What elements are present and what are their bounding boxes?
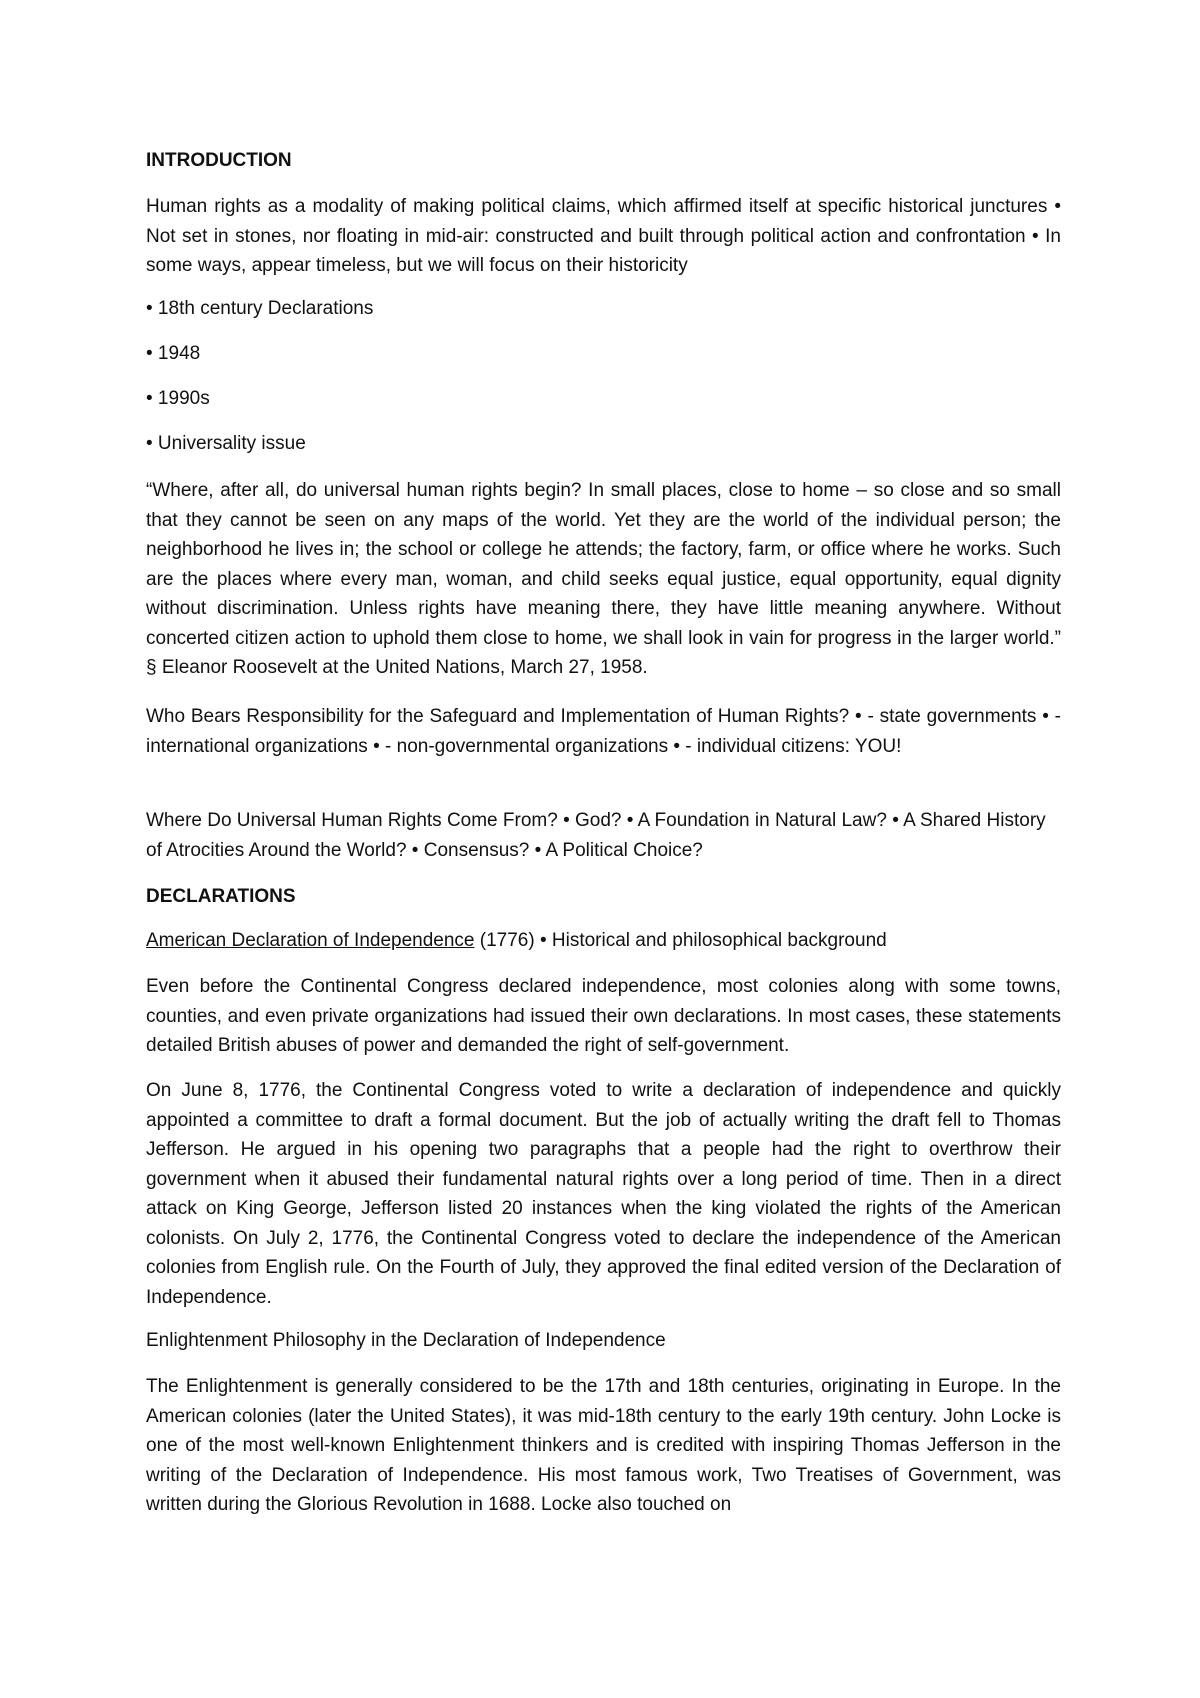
bullet-item: • 1948 <box>146 343 201 364</box>
declarations-paragraph-2: On June 8, 1776, the Continental Congress voted to write a declaration of independence and quickly appointed a committee to draft a formal document. But the job of actually writing the draft fell to Thomas Jefferson. He argued in his opening two paragraphs that a people had the right to overthrow their government when it abused their fundamental natural rights over a long period of time. Then in a direct attack on King George, Jefferson listed 20 instances when the king violated the rights of the American colonists. On July 2, 1776, the Continental Congress voted to declare the independence of the American colonies from English rule. On the Fourth of July, they approved the final edited version of the Declaration of Independence. <box>146 1080 1061 1308</box>
declaration-subheading <box>146 926 1061 956</box>
enlightenment-paragraph: The Enlightenment is generally considered to be the 17th and 18th centuries, originating in Europe. In the American colonies (later the United States), it was mid-18th century to the early 19th century. John Locke is one of the most well-known Enlightenment thinkers and is credited with inspiring Thomas Jefferson in the writing of the Declaration of Independence. His most famous work, Two Treatises of Government, was written during the Glorious Revolution in 1688. Locke also touched on <box>146 1376 1061 1515</box>
responsibility-paragraph: Who Bears Responsibility for the Safeguard and Implementation of Human Rights? • - state governments • - international organizations • - non-governmental organizations • - individual citizens: YOU! <box>146 706 1061 757</box>
intro-heading: INTRODUCTION <box>146 150 292 171</box>
declaration-subheading-rest: (1776) • Historical and philosophical background <box>474 930 887 951</box>
declarations-heading: DECLARATIONS <box>146 886 296 907</box>
bullet-item: • 18th century Declarations <box>146 298 374 319</box>
bullet-item: • 1990s <box>146 388 210 409</box>
origins-paragraph: Where Do Universal Human Rights Come From? • God? • A Foundation in Natural Law? • A Shared History of Atrocities Around the World? • Consensus? • A Political Choice? <box>146 810 1046 861</box>
declaration-link[interactable]: American Declaration of Independence <box>146 930 475 951</box>
roosevelt-quote: “Where, after all, do universal human rights begin? In small places, close to home – so close and so small that they cannot be seen on any maps of the world. Yet they are the world of the individual person; the neighborhood he lives in; the school or college he attends; the factory, farm, or office where he works. Such are the places where every man, woman, and child seeks equal justice, equal opportunity, equal dignity without discrimination. Unless rights have meaning there, they have little meaning anywhere. Without concerted citizen action to uphold them close to home, we shall look in vain for progress in the larger world.” § Eleanor Roosevelt at the United Nations, March 27, 1958. <box>146 480 1061 678</box>
bullet-item: • Universality issue <box>146 433 306 454</box>
enlightenment-title: Enlightenment Philosophy in the Declaration of Independence <box>146 1330 666 1351</box>
declarations-paragraph-1: Even before the Continental Congress declared independence, most colonies along with some towns, counties, and even private organizations had issued their own declarations. In most cases, these statements detailed British abuses of power and demanded the right of self-government. <box>146 976 1061 1056</box>
intro-paragraph: Human rights as a modality of making political claims, which affirmed itself at specific historical junctures • Not set in stones, nor floating in mid-air: constructed and built through political action and confrontation • In some ways, appear timeless, but we will focus on their historicity <box>146 196 1061 276</box>
